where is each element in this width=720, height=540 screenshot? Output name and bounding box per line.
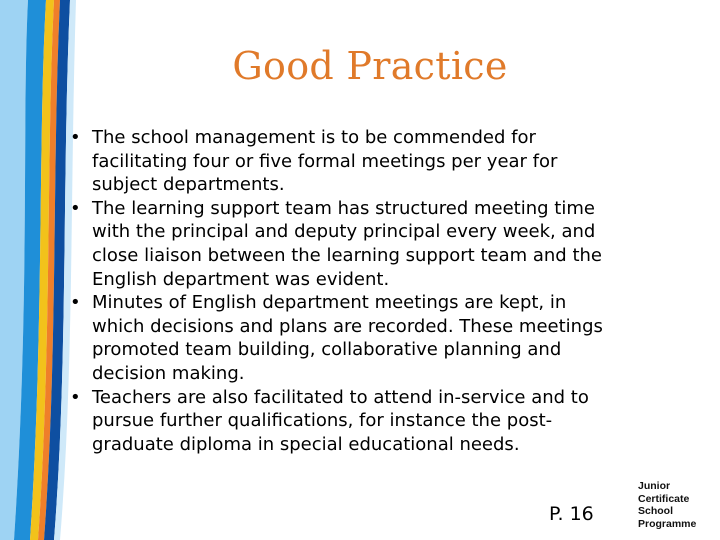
logo-line: Junior [638, 480, 671, 492]
bullet-line: graduate diploma in special educational needs. [92, 433, 520, 455]
bullet-line: Teachers are also facilitated to attend in-service and to [92, 386, 589, 408]
bullet-list [70, 126, 692, 456]
bullet-line: decision making. [92, 362, 245, 384]
bullet-dot-icon: • [70, 386, 81, 408]
bullet-item [70, 386, 692, 457]
bullet-line: which decisions and plans are recorded. These meetings [92, 315, 603, 337]
bullet-line: promoted team building, collaborative planning and [92, 339, 562, 361]
bullet-line: subject departments. [92, 174, 285, 196]
bullet-line: close liaison between the learning support team and the [92, 244, 602, 266]
logo-line: School [638, 505, 674, 517]
page-number: P. 16 [549, 503, 594, 525]
slide-title: Good Practice [232, 44, 508, 88]
bullet-item [70, 197, 692, 291]
bullet-item [70, 291, 692, 385]
bullet-line: English department was evident. [92, 268, 390, 290]
bullet-line: with the principal and deputy principal every week, and [92, 221, 596, 243]
bullet-dot-icon: • [70, 127, 81, 148]
bullet-dot-icon: • [70, 197, 81, 219]
bullet-item [70, 126, 692, 197]
bullet-line: facilitating four or five formal meetings per year for [92, 150, 558, 172]
bullet-line: The school management is to be commended for [92, 127, 536, 148]
jcsp-logo [638, 480, 718, 530]
logo-line: Programme [638, 517, 697, 530]
bullet-dot-icon: • [70, 292, 81, 314]
bullet-line: pursue further qualifications, for instance the post- [92, 410, 553, 432]
bullet-line: Minutes of English department meetings are kept, in [92, 292, 567, 314]
logo-line: Certificate [638, 492, 690, 505]
bullet-line: The learning support team has structured meeting time [92, 197, 595, 219]
